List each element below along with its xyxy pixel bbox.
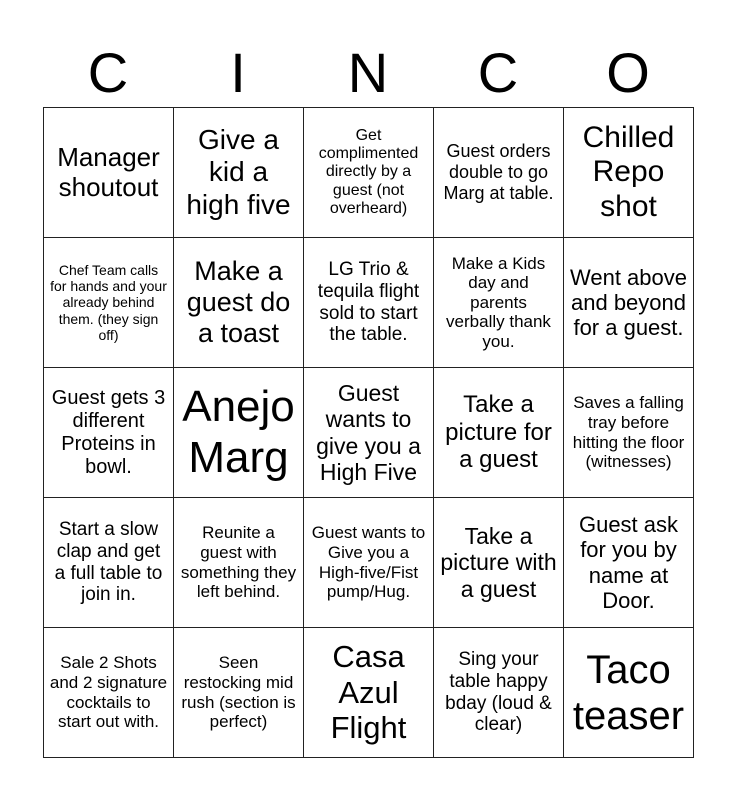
- bingo-cell[interactable]: Reunite a guest with something they left behind.: [174, 498, 304, 628]
- bingo-cell[interactable]: Guest wants to Give you a High-five/Fist pump/Hug.: [304, 498, 434, 628]
- board-row: [44, 498, 694, 628]
- bingo-cell[interactable]: Start a slow clap and get a full table to join in.: [44, 498, 174, 628]
- bingo-cell[interactable]: Get complimented directly by a guest (not overheard): [304, 108, 434, 238]
- header-letter: I: [230, 41, 246, 104]
- bingo-cell[interactable]: LG Trio & tequila flight sold to start the table.: [304, 238, 434, 368]
- bingo-cell[interactable]: Guest wants to give you a High Five: [304, 368, 434, 498]
- bingo-cell[interactable]: Guest ask for you by name at Door.: [564, 498, 694, 628]
- bingo-header: [43, 40, 693, 106]
- bingo-cell[interactable]: Casa Azul Flight: [304, 628, 434, 758]
- board-row: [44, 368, 694, 498]
- bingo-cell[interactable]: Give a kid a high five: [174, 108, 304, 238]
- bingo-cell[interactable]: Manager shoutout: [44, 108, 174, 238]
- bingo-cell[interactable]: Seen restocking mid rush (section is perfect): [174, 628, 304, 758]
- bingo-cell[interactable]: Guest gets 3 different Proteins in bowl.: [44, 368, 174, 498]
- board-row: [44, 628, 694, 758]
- bingo-cell[interactable]: Went above and beyond for a guest.: [564, 238, 694, 368]
- header-letter: C: [87, 41, 129, 104]
- bingo-cell[interactable]: Take a picture with a guest: [434, 498, 564, 628]
- bingo-cell[interactable]: Make a guest do a toast: [174, 238, 304, 368]
- bingo-cell[interactable]: Taco teaser: [564, 628, 694, 758]
- bingo-cell[interactable]: Make a Kids day and parents verbally thank you.: [434, 238, 564, 368]
- bingo-cell[interactable]: Take a picture for a guest: [434, 368, 564, 498]
- bingo-cell[interactable]: Sing your table happy bday (loud & clear): [434, 628, 564, 758]
- header-letter: O: [606, 41, 650, 104]
- bingo-cell[interactable]: Guest orders double to go Marg at table.: [434, 108, 564, 238]
- bingo-board: [43, 107, 694, 758]
- board-row: [44, 108, 694, 238]
- header-letter: N: [347, 41, 389, 104]
- bingo-cell[interactable]: Saves a falling tray before hitting the floor (witnesses): [564, 368, 694, 498]
- bingo-cell[interactable]: Sale 2 Shots and 2 signature cocktails to start out with.: [44, 628, 174, 758]
- header-letter: C: [477, 41, 519, 104]
- bingo-cell[interactable]: Anejo Marg: [174, 368, 304, 498]
- bingo-cell[interactable]: Chef Team calls for hands and your already behind them. (they sign off): [44, 238, 174, 368]
- board-row: [44, 238, 694, 368]
- bingo-cell[interactable]: Chilled Repo shot: [564, 108, 694, 238]
